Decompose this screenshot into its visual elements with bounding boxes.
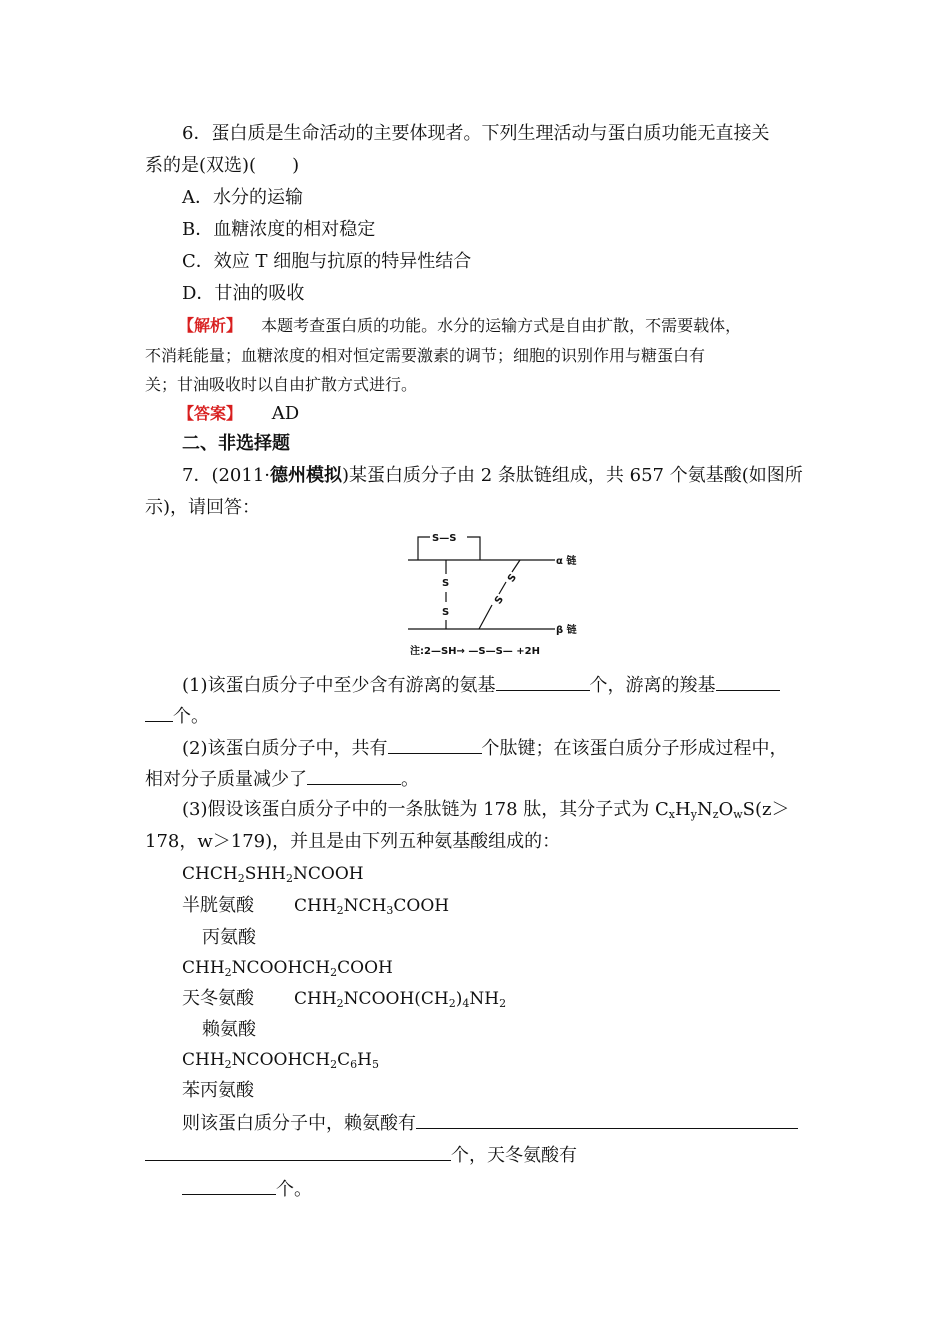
s-diagonal-1: S	[506, 572, 520, 585]
alpha-chain-label: α 链	[556, 556, 577, 567]
formula-s: S(z＞	[742, 799, 790, 820]
formula-h: H	[675, 799, 691, 820]
q7-source: 德州模拟	[270, 465, 343, 486]
q6-stem-line1: 6．蛋白质是生命活动的主要体现者。下列生理活动与蛋白质功能无直接关	[182, 123, 770, 144]
aa1-row	[182, 892, 847, 920]
aa3-name: 天冬氨酸	[182, 988, 254, 1009]
diagonal-bond-bottom	[479, 605, 492, 629]
s-vertical-2: S	[442, 607, 450, 618]
aa5-name: 苯丙氨酸	[182, 1080, 254, 1101]
q6-option-d: D．甘油的吸收	[182, 283, 305, 304]
aa4-name: 赖氨酸	[202, 1019, 256, 1040]
q7-stem-line1	[182, 462, 847, 490]
formula-o: O	[718, 799, 734, 820]
s-vertical-1: S	[442, 578, 450, 589]
figure-note: 注:2—SH→ —S—S— +2H	[410, 646, 540, 657]
q7-part1-text-a: (1)该蛋白质分子中至少含有游离的氨基	[182, 675, 496, 696]
section-heading: 二、非选择题	[182, 433, 290, 454]
analysis-line3: 关；甘油吸收时以自由扩散方式进行。	[145, 375, 418, 394]
q7-part2-text-a: (2)该蛋白质分子中，共有	[182, 738, 388, 759]
q6-option-c: C．效应 T 细胞与抗原的特异性结合	[182, 251, 472, 272]
answer-blank-peptide-bonds[interactable]	[388, 733, 482, 754]
aa2-formula: $CHH_2NCH_3COOH$	[294, 896, 450, 917]
answer-blank-lysine[interactable]	[416, 1108, 798, 1129]
protein-chain-figure	[405, 528, 595, 660]
answer-value: AD	[271, 403, 300, 424]
bracket-left	[418, 537, 430, 560]
answer-blank-lysine-cont[interactable]	[145, 1140, 451, 1161]
answer-blank-mass[interactable]	[307, 764, 401, 785]
q7-part2-text-b: 个肽键；在该蛋白质分子形成过程中，	[481, 738, 788, 759]
q7-number: 7．(2011·	[182, 465, 271, 486]
q7-part3-q2: 个，天冬氨酸有	[451, 1145, 577, 1166]
formula-sub-w: w	[733, 808, 743, 821]
analysis-tag: 【解析】	[178, 316, 243, 335]
formula-sub-x: x	[668, 808, 676, 821]
q7-part1-line1	[182, 670, 847, 700]
q7-part2-text-c: 相对分子质量减少了	[145, 769, 307, 790]
aa5-formula: $CHH_2NCOOHCH_2C_6H_5$	[182, 1050, 379, 1071]
diagonal-bond-mid	[499, 582, 506, 594]
q7-part3-q3: 个。	[276, 1179, 312, 1200]
analysis-text-1: 本题考查蛋白质的功能。水分的运输方式是自由扩散，不需要载体，	[261, 316, 742, 335]
answer-blank-aspartate[interactable]	[182, 1174, 276, 1195]
q7-stem-rest: )某蛋白质分子由 2 条肽链组成，共 657 个氨基酸(如图所	[342, 465, 803, 486]
q7-part3-line1	[182, 796, 847, 824]
aa2-name: 丙氨酸	[202, 927, 256, 948]
answer-blank-carboxyl-cont[interactable]	[145, 701, 173, 722]
formula-sub-z: z	[712, 808, 719, 821]
beta-chain-label: β 链	[556, 625, 577, 636]
q7-part3-text-a: (3)假设该蛋白质分子中的一条肽链为 178 肽，其分子式为 C	[182, 799, 669, 820]
q7-part2-text-d: 。	[401, 769, 419, 790]
q7-part3-line2: 178，w＞179)，并且是由下列五种氨基酸组成的：	[145, 831, 561, 852]
q7-part2-line1	[182, 733, 847, 763]
q7-part3-q1: 则该蛋白质分子中，赖氨酸有	[182, 1113, 416, 1134]
q7-part1-line2	[145, 701, 810, 731]
formula-n: N	[696, 799, 713, 820]
q7-part1-text-b: 个，游离的羧基	[589, 675, 716, 696]
aa3-row	[182, 985, 847, 1013]
q6-stem-line2: 系的是(双选)( )	[145, 155, 300, 176]
q6-option-a: A．水分的运输	[182, 187, 303, 208]
s-diagonal-2: S	[493, 594, 507, 607]
formula-sub-y: y	[690, 808, 697, 821]
bracket-right	[467, 537, 480, 560]
q6-option-b: B．血糖浓度的相对稳定	[182, 219, 376, 240]
answer-line	[178, 400, 843, 428]
aa4-formula: $CHH_2NCOOH(CH_2)_4NH_2$	[294, 989, 507, 1010]
q7-part1-text-c: 个。	[173, 706, 209, 727]
aa1-formula: $CHCH_2SHH_2NCOOH$	[182, 864, 364, 885]
aa3-formula: $CHH_2NCOOHCH_2COOH$	[182, 958, 393, 979]
aa1-name: 半胱氨酸	[182, 895, 254, 916]
analysis-line2: 不消耗能量；血糖浓度的相对恒定需要激素的调节；细胞的识别作用与糖蛋白有	[145, 346, 706, 365]
analysis-line1	[178, 312, 843, 340]
q7-part2-line2	[145, 764, 810, 794]
q7-part3-question-line2	[145, 1140, 810, 1170]
answer-blank-carboxyl[interactable]	[716, 670, 780, 691]
diagonal-bond-top	[512, 560, 520, 572]
answer-tag: 【答案】	[178, 404, 243, 423]
q7-part3-question-line3	[182, 1174, 847, 1204]
answer-blank-amino[interactable]	[496, 670, 590, 691]
q7-stem-line2: 示)，请回答：	[145, 497, 261, 518]
q7-part3-question-line1	[182, 1108, 847, 1138]
ss-top-label: S—S	[432, 533, 457, 544]
